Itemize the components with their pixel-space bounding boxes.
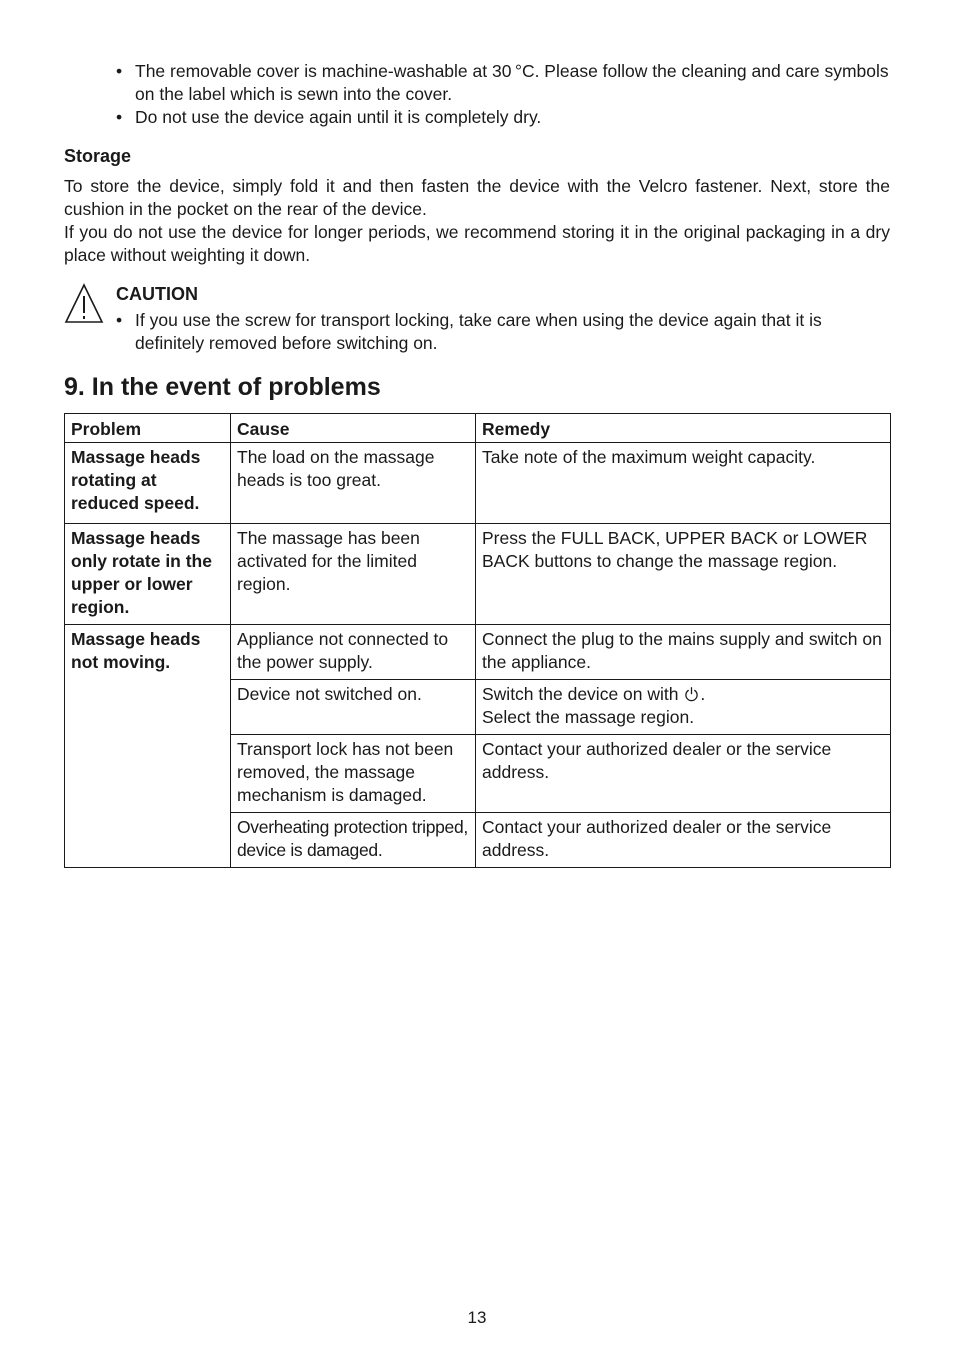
storage-text [64, 175, 890, 267]
storage-heading: Storage [64, 146, 132, 166]
problem-cell: Massage heads not moving. [65, 625, 231, 868]
cause-cell: Appliance not connected to the power supply. [231, 625, 476, 680]
table-header-row [65, 414, 891, 443]
remedy-line: Select the massage region. [482, 707, 695, 727]
header-problem: Problem [65, 414, 231, 443]
table-row [65, 625, 891, 680]
cause-cell: Device not switched on. [231, 680, 476, 735]
header-remedy: Remedy [476, 414, 891, 443]
troubleshooting-table [64, 413, 891, 868]
remedy-cell: Connect the plug to the mains supply and switch on the appliance. [476, 625, 891, 680]
storage-paragraph: To store the device, simply fold it and then fasten the device with the Velcro fastener. Next, store the cushion in the pocket on the rear of the device. [64, 176, 890, 219]
list-item: • Do not use the device again until it is completely dry. [64, 106, 890, 129]
cleaning-bullet-list [64, 60, 890, 129]
list-item: • The removable cover is machine-washable at 30 °C. Please follow the cleaning and care symbols on the label which is sewn into the cover. [64, 60, 890, 106]
table-row [65, 524, 891, 625]
remedy-cell [476, 680, 891, 735]
header-cause: Cause [231, 414, 476, 443]
cause-cell: The load on the massage heads is too great. [231, 443, 476, 524]
caution-title: CAUTION [116, 284, 198, 304]
remedy-cell: Press the FULL BACK, UPPER BACK or LOWER BACK buttons to change the massage region. [476, 524, 891, 625]
remedy-cell: Contact your authorized dealer or the service address. [476, 735, 891, 813]
caution-bullet-list [64, 309, 890, 355]
storage-paragraph: If you do not use the device for longer periods, we recommend storing it in the original packaging in a dry place without weighting it down. [64, 222, 890, 265]
remedy-cell: Take note of the maximum weight capacity. [476, 443, 891, 524]
remedy-line [482, 683, 884, 706]
remedy-cell: Contact your authorized dealer or the service address. [476, 813, 891, 868]
cause-cell: Overheating protection tripped, device is damaged. [231, 813, 476, 868]
section-title: 9. In the event of problems [64, 373, 381, 401]
problem-cell: Massage heads only rotate in the upper or lower region. [65, 524, 231, 625]
table-row [65, 443, 891, 524]
power-icon [683, 686, 700, 703]
remedy-text: Switch the device on with [482, 684, 679, 704]
cause-cell: The massage has been activated for the limited region. [231, 524, 476, 625]
problem-cell: Massage heads rotating at reduced speed. [65, 443, 231, 524]
cause-cell: Transport lock has not been removed, the massage mechanism is damaged. [231, 735, 476, 813]
remedy-period: . [700, 684, 706, 704]
list-item: • If you use the screw for transport locking, take care when using the device again that it is definitely removed before switching on. [64, 309, 890, 355]
page-number: 13 [467, 1308, 487, 1327]
